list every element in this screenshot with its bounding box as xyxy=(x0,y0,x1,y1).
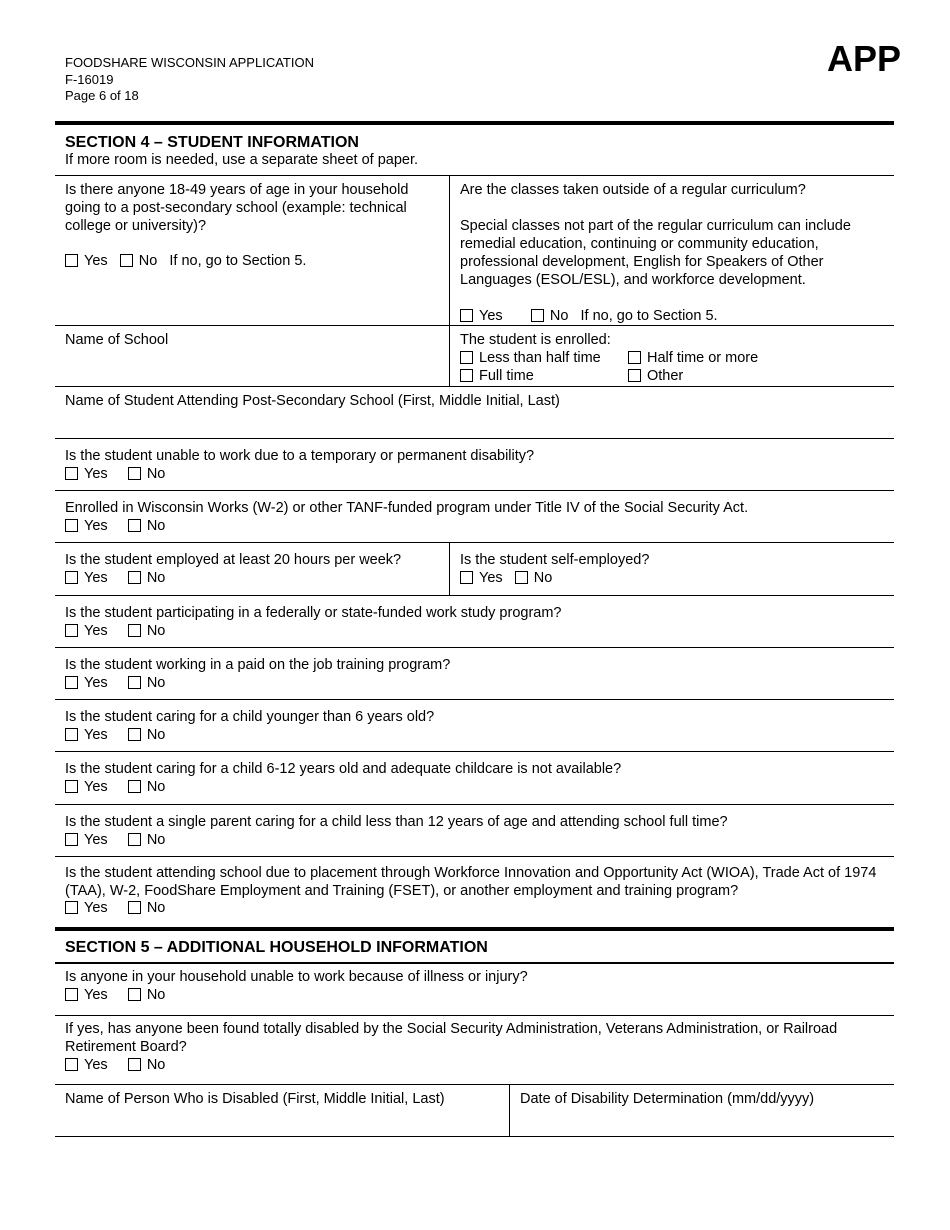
form-code: APP xyxy=(826,38,901,79)
no-label: No xyxy=(533,570,553,586)
disability-yes-checkbox[interactable] xyxy=(65,467,78,480)
post-secondary-question xyxy=(55,176,450,325)
page-number: Page 6 of 18 xyxy=(65,88,139,103)
single-parent-yes-checkbox[interactable] xyxy=(65,833,78,846)
no-label: No xyxy=(138,253,158,269)
work-study-row xyxy=(55,596,894,648)
child-under-6-question xyxy=(55,700,894,751)
child-under-6-row xyxy=(55,700,894,752)
job-training-yes-checkbox[interactable] xyxy=(65,676,78,689)
full-time-checkbox[interactable] xyxy=(460,369,473,382)
employed-no-checkbox[interactable] xyxy=(128,571,141,584)
yes-label: Yes xyxy=(84,987,108,1003)
if-no-note: If no, go to Section 5. xyxy=(580,308,718,324)
section-4-title: SECTION 4 – STUDENT INFORMATION xyxy=(65,134,359,151)
section-5-title: SECTION 5 – ADDITIONAL HOUSEHOLD INFORMATION xyxy=(65,939,488,956)
disabled-name-field[interactable] xyxy=(55,1085,510,1136)
no-label: No xyxy=(146,832,166,848)
child-6-12-text: Is the student caring for a child 6-12 years old and adequate childcare is not available? xyxy=(65,761,622,777)
self-employed-text: Is the student self-employed? xyxy=(460,552,650,568)
w2-no-checkbox[interactable] xyxy=(128,519,141,532)
curriculum-yes-checkbox[interactable] xyxy=(460,309,473,322)
job-training-row xyxy=(55,648,894,700)
yes-label: Yes xyxy=(84,779,108,795)
disability-text: Is the student unable to work due to a temporary or permanent disability? xyxy=(65,448,535,464)
post-secondary-answer xyxy=(65,252,439,270)
curriculum-text: Are the classes taken outside of a regular curriculum? xyxy=(460,182,806,198)
employed-yes-checkbox[interactable] xyxy=(65,571,78,584)
form-header xyxy=(65,55,314,105)
enroll-option-label: Less than half time xyxy=(479,350,601,366)
enroll-option xyxy=(460,367,628,385)
no-label: No xyxy=(146,518,166,534)
yes-label: Yes xyxy=(84,832,108,848)
wioa-question xyxy=(55,857,894,922)
if-no-note: If no, go to Section 5. xyxy=(169,253,307,269)
employed-question xyxy=(55,543,450,595)
no-label: No xyxy=(146,675,166,691)
school-name-field[interactable] xyxy=(55,326,450,386)
disabled-no-checkbox[interactable] xyxy=(128,1058,141,1071)
employed-text: Is the student employed at least 20 hours per week? xyxy=(65,552,402,568)
disability-date-field[interactable] xyxy=(510,1085,894,1136)
yes-label: Yes xyxy=(84,253,108,269)
child-under-6-yes-checkbox[interactable] xyxy=(65,728,78,741)
disability-date-label: Date of Disability Determination (mm/dd/yyyy) xyxy=(520,1091,815,1107)
illness-text: Is anyone in your household unable to work because of illness or injury? xyxy=(65,969,528,985)
section-4-subtitle: If more room is needed, use a separate sheet of paper. xyxy=(65,152,419,168)
wioa-row xyxy=(55,857,894,927)
work-study-no-checkbox[interactable] xyxy=(128,624,141,637)
less-than-half-time-checkbox[interactable] xyxy=(460,351,473,364)
yes-label: Yes xyxy=(479,570,503,586)
single-parent-row xyxy=(55,805,894,857)
yes-label: Yes xyxy=(84,727,108,743)
child-under-6-text: Is the student caring for a child younger than 6 years old? xyxy=(65,709,435,725)
disability-question xyxy=(55,439,894,490)
curriculum-no-checkbox[interactable] xyxy=(531,309,544,322)
other-checkbox[interactable] xyxy=(628,369,641,382)
job-training-question xyxy=(55,648,894,699)
w2-question xyxy=(55,491,894,542)
disability-no-checkbox[interactable] xyxy=(128,467,141,480)
illness-row xyxy=(55,964,894,1016)
illness-no-checkbox[interactable] xyxy=(128,988,141,1001)
yes-label: Yes xyxy=(84,1057,108,1073)
wioa-text: Is the student attending school due to placement through Workforce Innovation and Opportunity Act (WIOA), Trade Act of 1974 (TAA), W-2, FoodShare Employment and Training (FSET), or another employment and training program? xyxy=(65,865,877,899)
post-secondary-yes-checkbox[interactable] xyxy=(65,254,78,267)
no-label: No xyxy=(146,1057,166,1073)
enrollment-label: The student is enrolled: xyxy=(460,332,611,348)
self-employed-yes-checkbox[interactable] xyxy=(460,571,473,584)
disabled-question xyxy=(55,1016,894,1084)
child-6-12-row xyxy=(55,752,894,805)
enroll-option xyxy=(628,367,828,385)
yes-label: Yes xyxy=(84,466,108,482)
yes-label: Yes xyxy=(84,900,108,916)
student-row xyxy=(55,175,894,326)
no-label: No xyxy=(146,570,166,586)
wioa-no-checkbox[interactable] xyxy=(128,901,141,914)
disabled-person-row xyxy=(55,1085,894,1137)
student-name-label: Name of Student Attending Post-Secondary School (First, Middle Initial, Last) xyxy=(65,393,560,409)
disabled-row xyxy=(55,1016,894,1085)
application-form xyxy=(55,121,894,1137)
yes-label: Yes xyxy=(84,570,108,586)
self-employed-question xyxy=(450,543,894,595)
enroll-option-label: Full time xyxy=(479,368,534,384)
no-label: No xyxy=(549,308,569,324)
disabled-name-label: Name of Person Who is Disabled (First, Middle Initial, Last) xyxy=(65,1091,445,1107)
curriculum-answer xyxy=(460,307,884,325)
disability-row xyxy=(55,439,894,491)
w2-row xyxy=(55,491,894,543)
illness-yes-checkbox[interactable] xyxy=(65,988,78,1001)
illness-question xyxy=(55,964,894,1015)
child-6-12-question xyxy=(55,752,894,804)
self-employed-no-checkbox[interactable] xyxy=(515,571,528,584)
post-secondary-text: Is there anyone 18-49 years of age in your household going to a post-secondary school (example: technical college or university)? xyxy=(65,182,409,234)
student-name-field[interactable] xyxy=(55,387,894,438)
no-label: No xyxy=(146,779,166,795)
no-label: No xyxy=(146,987,166,1003)
work-study-text: Is the student participating in a federally or state-funded work study program? xyxy=(65,605,562,621)
form-number: F-16019 xyxy=(65,71,114,87)
curriculum-detail: Special classes not part of the regular curriculum can include remedial education, continuing or community education, professional development, English for Speakers of Other Languages (ESOL/ESL), and workforce development. xyxy=(460,218,851,288)
curriculum-question xyxy=(450,176,894,325)
job-training-text: Is the student working in a paid on the job training program? xyxy=(65,657,451,673)
employment-row xyxy=(55,543,894,596)
student-name-row xyxy=(55,387,894,439)
enroll-option xyxy=(628,349,828,367)
enrollment-options xyxy=(460,349,884,385)
w2-yes-checkbox[interactable] xyxy=(65,519,78,532)
child-under-6-no-checkbox[interactable] xyxy=(128,728,141,741)
enroll-option-label: Other xyxy=(647,368,684,384)
yes-label: Yes xyxy=(479,308,503,324)
child-6-12-no-checkbox[interactable] xyxy=(128,780,141,793)
enrollment-field xyxy=(450,326,894,386)
no-label: No xyxy=(146,623,166,639)
no-label: No xyxy=(146,727,166,743)
child-6-12-yes-checkbox[interactable] xyxy=(65,780,78,793)
yes-label: Yes xyxy=(84,675,108,691)
school-name-label: Name of School xyxy=(65,332,169,348)
single-parent-question xyxy=(55,805,894,856)
single-parent-text: Is the student a single parent caring for a child less than 12 years of age and attending school full time? xyxy=(65,814,728,830)
work-study-question xyxy=(55,596,894,647)
no-label: No xyxy=(146,900,166,916)
section-5-header xyxy=(55,931,894,964)
single-parent-no-checkbox[interactable] xyxy=(128,833,141,846)
form-title: FOODSHARE WISCONSIN APPLICATION xyxy=(65,55,314,70)
yes-label: Yes xyxy=(84,518,108,534)
school-row xyxy=(55,326,894,387)
disabled-text: If yes, has anyone been found totally disabled by the Social Security Administration, Veterans Administration, or Railroad Retirement Board? xyxy=(65,1021,838,1055)
enroll-option-label: Half time or more xyxy=(647,350,759,366)
job-training-no-checkbox[interactable] xyxy=(128,676,141,689)
disabled-yes-checkbox[interactable] xyxy=(65,1058,78,1071)
wioa-yes-checkbox[interactable] xyxy=(65,901,78,914)
yes-label: Yes xyxy=(84,623,108,639)
no-label: No xyxy=(146,466,166,482)
work-study-yes-checkbox[interactable] xyxy=(65,624,78,637)
post-secondary-no-checkbox[interactable] xyxy=(120,254,133,267)
half-time-or-more-checkbox[interactable] xyxy=(628,351,641,364)
w2-text: Enrolled in Wisconsin Works (W-2) or other TANF-funded program under Title IV of the Social Security Act. xyxy=(65,500,749,516)
section-4-header xyxy=(55,125,894,175)
enroll-option xyxy=(460,349,628,367)
